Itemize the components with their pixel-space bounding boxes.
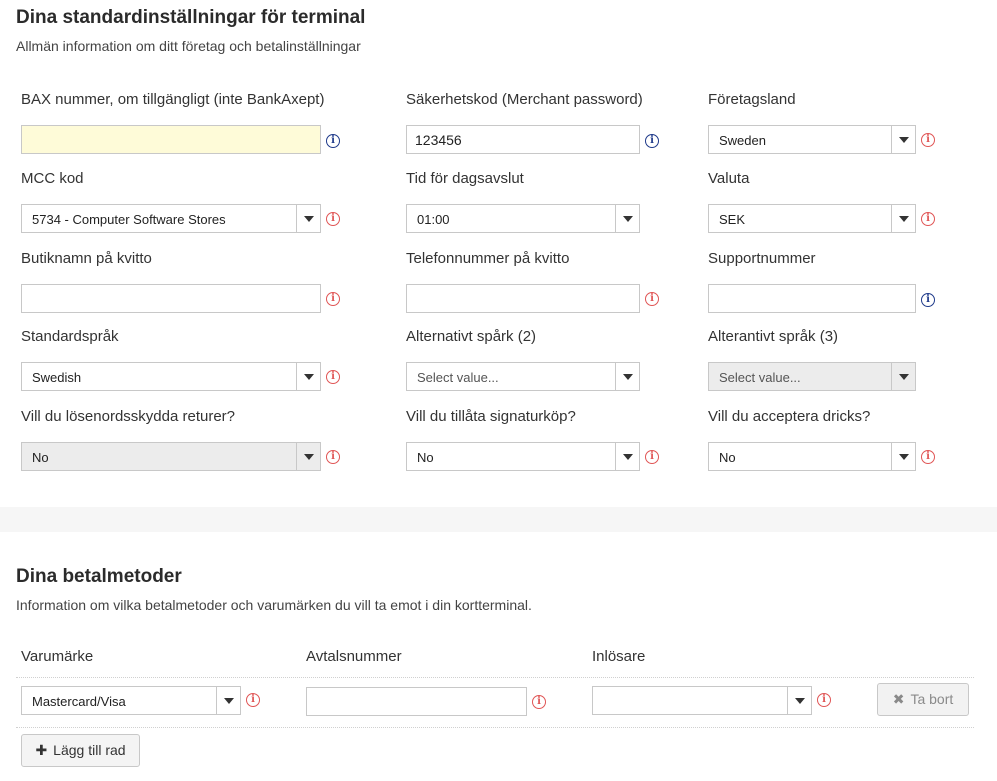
currency-label: Valuta <box>708 170 750 187</box>
chevron-down-icon[interactable] <box>296 443 320 470</box>
default-language-label: Standardspråk <box>21 328 119 345</box>
info-icon[interactable]: i <box>817 693 831 707</box>
mcc-select[interactable] <box>21 204 321 233</box>
company-country-label: Företagsland <box>708 91 796 108</box>
mcc-label: MCC kod <box>21 170 84 187</box>
accept-tips-value: No <box>719 450 736 465</box>
acquirer-select[interactable] <box>592 686 812 715</box>
close-time-value: 01:00 <box>417 212 450 227</box>
mcc-value: 5734 - Computer Software Stores <box>32 212 226 227</box>
receipt-phone-label: Telefonnummer på kvitto <box>406 250 570 267</box>
receipt-phone-input[interactable] <box>406 284 640 313</box>
info-icon[interactable]: i <box>326 134 340 148</box>
currency-select[interactable] <box>708 204 916 233</box>
store-name-input[interactable] <box>21 284 321 313</box>
chevron-down-icon[interactable] <box>891 205 915 232</box>
chevron-down-icon[interactable] <box>891 363 915 390</box>
bax-number-input[interactable] <box>21 125 321 154</box>
info-icon[interactable]: i <box>326 212 340 226</box>
chevron-down-icon[interactable] <box>787 687 811 714</box>
accept-tips-label: Vill du acceptera dricks? <box>708 408 871 425</box>
info-icon[interactable]: i <box>645 134 659 148</box>
section-title-payment-methods: Dina betalmetoder <box>16 566 182 587</box>
table-divider <box>16 677 974 678</box>
remove-row-label: Ta bort <box>910 691 954 707</box>
chevron-down-icon[interactable] <box>891 443 915 470</box>
info-icon[interactable]: i <box>921 212 935 226</box>
add-row-label: Lägg till rad <box>53 742 126 758</box>
password-protect-returns-select[interactable] <box>21 442 321 471</box>
password-protect-returns-value: No <box>32 450 49 465</box>
info-icon[interactable]: i <box>645 450 659 464</box>
info-icon[interactable]: i <box>246 693 260 707</box>
section-subtitle-terminal: Allmän information om ditt företag och betalinställningar <box>16 38 361 54</box>
brand-value: Mastercard/Visa <box>32 694 126 709</box>
accept-tips-select[interactable] <box>708 442 916 471</box>
chevron-down-icon[interactable] <box>296 205 320 232</box>
chevron-down-icon[interactable] <box>615 443 639 470</box>
column-header-acquirer: Inlösare <box>592 648 646 665</box>
allow-signature-label: Vill du tillåta signaturköp? <box>406 408 576 425</box>
chevron-down-icon[interactable] <box>615 205 639 232</box>
bax-number-label: BAX nummer, om tillgängligt (inte BankAxept) <box>21 91 325 108</box>
agreement-number-input[interactable] <box>306 687 527 716</box>
allow-signature-select[interactable] <box>406 442 640 471</box>
password-protect-returns-label: Vill du lösenordsskydda returer? <box>21 408 236 425</box>
close-time-select[interactable] <box>406 204 640 233</box>
remove-row-button[interactable] <box>877 683 969 716</box>
info-icon[interactable]: i <box>532 695 546 709</box>
info-icon[interactable]: i <box>645 292 659 306</box>
info-icon[interactable]: i <box>921 133 935 147</box>
alt-language-3-select[interactable] <box>708 362 916 391</box>
currency-value: SEK <box>719 212 746 227</box>
chevron-down-icon[interactable] <box>216 687 240 714</box>
store-name-label: Butiknamn på kvitto <box>21 250 152 267</box>
close-icon: ✖ <box>892 691 905 707</box>
alt-language-3-label: Alterantivt språk (3) <box>708 328 839 345</box>
chevron-down-icon[interactable] <box>615 363 639 390</box>
merchant-password-label: Säkerhetskod (Merchant password) <box>406 91 643 108</box>
column-header-agreement-number: Avtalsnummer <box>306 648 402 665</box>
section-title-terminal: Dina standardinställningar för terminal <box>16 7 366 28</box>
info-icon[interactable]: i <box>326 370 340 384</box>
support-number-input[interactable] <box>708 284 916 313</box>
alt-language-2-value: Select value... <box>417 370 499 385</box>
chevron-down-icon[interactable] <box>891 126 915 153</box>
company-country-select[interactable] <box>708 125 916 154</box>
info-icon[interactable]: i <box>921 293 935 307</box>
section-subtitle-payment-methods: Information om vilka betalmetoder och varumärken du vill ta emot i din kortterminal. <box>16 597 532 613</box>
merchant-password-input[interactable]: 123456 <box>406 125 640 154</box>
company-country-value: Sweden <box>719 133 766 148</box>
plus-icon: ✚ <box>35 742 48 758</box>
table-divider <box>16 727 974 728</box>
chevron-down-icon[interactable] <box>296 363 320 390</box>
alt-language-2-label: Alternativt spårk (2) <box>406 328 537 345</box>
allow-signature-value: No <box>417 450 434 465</box>
brand-select[interactable] <box>21 686 241 715</box>
info-icon[interactable]: i <box>326 292 340 306</box>
default-language-value: Swedish <box>32 370 82 385</box>
support-number-label: Supportnummer <box>708 250 816 267</box>
info-icon[interactable]: i <box>326 450 340 464</box>
alt-language-3-value: Select value... <box>719 370 801 385</box>
default-language-select[interactable] <box>21 362 321 391</box>
close-time-label: Tid för dagsavslut <box>406 170 524 187</box>
section-divider <box>0 507 997 532</box>
add-row-button[interactable] <box>21 734 140 767</box>
column-header-brand: Varumärke <box>21 648 94 665</box>
alt-language-2-select[interactable] <box>406 362 640 391</box>
info-icon[interactable]: i <box>921 450 935 464</box>
